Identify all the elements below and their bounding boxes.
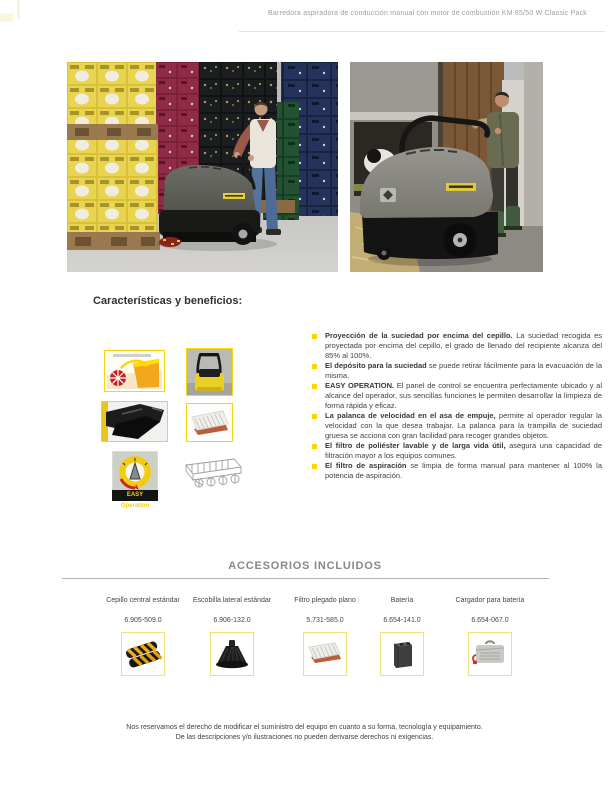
bullet-square-icon (312, 384, 317, 389)
product-photo-stable (350, 62, 543, 272)
document-title: Barredora aspiradora de conducción manual con motor de combustión KM 85/50 W Classic Pack (268, 10, 587, 17)
page-corner-mark-vertical (17, 0, 20, 19)
brush-wireframe-drawing (178, 455, 246, 492)
flat-pleated-filter (186, 403, 233, 442)
accessory-part-number: 6.905-509.0 (124, 617, 162, 624)
accessory-item (446, 596, 534, 676)
bullet-square-icon (312, 464, 317, 469)
accessory-item (99, 596, 187, 676)
accessory-name: Cepillo central estándar (106, 597, 180, 604)
feature-bullet: El filtro de aspiración se limpia de forma manual para mantener al 100% la potencia de aspiración. (312, 461, 602, 481)
footer-line1: Nos reservamos el derecho de modificar el suministro del equipo en cuanto a su forma, tecnología y equipamiento. (126, 724, 483, 731)
accessories-heading: ACCESORIOS INCLUIDOS (228, 560, 382, 572)
feature-bullet: El filtro de poliéster lavable y de larga vida útil, asegura una capacidad de filtración mayor a los equipos comunes. (312, 441, 602, 461)
flat-filter-icon (303, 632, 347, 676)
accessory-part-number: 5.731-585.0 (306, 617, 344, 624)
accessory-item (188, 596, 276, 676)
bullet-square-icon (312, 414, 317, 419)
easy-operation-dial (112, 451, 158, 509)
feature-bullet: EASY OPERATION. El panel de control se encuentra perfectamente ubicado y al alcance del operador, sus sencillas funciones le permiten desarrollar la limpieza de forma rápida y eficaz. (312, 381, 602, 411)
roller-brush-icon (121, 632, 165, 676)
accessory-name: Filtro plegado plano (294, 597, 356, 604)
page-corner-mark-horizontal (0, 13, 13, 22)
feature-bullet: El depósito para la suciedad se puede retirar fácilmente para la evacuación de la misma. (312, 361, 602, 381)
bullet-square-icon (312, 444, 317, 449)
accessory-name: Batería (390, 597, 414, 604)
accessory-part-number: 6.906-132.0 (213, 617, 251, 624)
accessory-item (358, 596, 446, 676)
accessory-part-number: 6.654-067.0 (471, 617, 509, 624)
side-brush-icon (210, 632, 254, 676)
header-rule (239, 31, 605, 32)
footer-disclaimer (0, 723, 609, 743)
easy-operation-label: EASY Operation (112, 490, 158, 501)
bullet-square-icon (312, 364, 317, 369)
bullet-square-icon (312, 334, 317, 339)
accessories-rule (62, 578, 549, 579)
battery-icon (380, 632, 424, 676)
features-bullet-list (312, 331, 602, 481)
feature-bullet: La palanca de velocidad en el asa de empuje, permite al operador regular la velocidad con la que desea trabajar. La palanca para la trampilla de suciedad gruesa se acciona con gran facilidad para recoger grandes objetos. (312, 411, 602, 441)
battery-charger-icon (468, 632, 512, 676)
waste-container-part (101, 401, 168, 442)
feature-bullet: Proyección de la suciedad por encima del cepillo. La suciedad recogida es proyectada por encima del cepillo, el grado de llenado del recipiente alcanza del 85% al 100%. (312, 331, 602, 361)
accessory-name: Escobilla lateral estándar (192, 597, 272, 604)
dirt-projection-diagram-icon (104, 350, 165, 392)
accessory-item (281, 596, 369, 676)
accessory-name: Cargador para batería (455, 597, 525, 604)
features-heading: Características y beneficios: (93, 295, 243, 307)
product-photo-warehouse (67, 62, 338, 272)
accessory-part-number: 6.654-141.0 (383, 617, 421, 624)
machine-rear-view-photo (186, 348, 233, 396)
footer-line2: De las descripciones y/o ilustraciones no pueden derivarse derechos ni exigencias. (175, 734, 434, 741)
